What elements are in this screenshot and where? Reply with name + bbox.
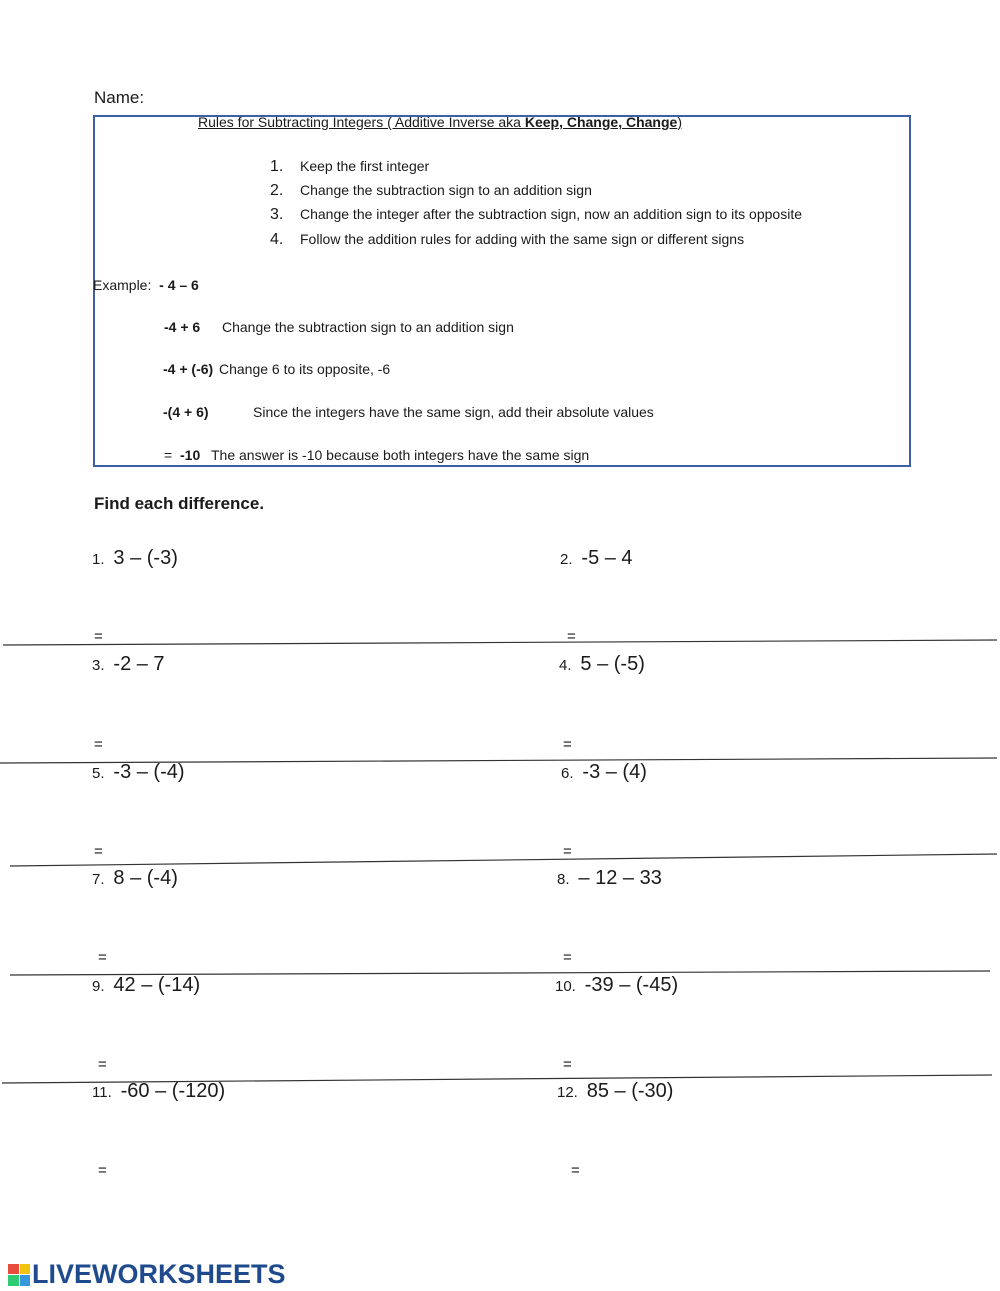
problem-expression: 3 – (-3): [113, 547, 178, 569]
example-step-expression: -(4 + 6): [163, 404, 209, 420]
example-step-description: Change 6 to its opposite, -6: [219, 361, 391, 377]
problem-number: 1.: [92, 551, 105, 568]
logo-block: [20, 1264, 31, 1275]
rules-title-prefix: Rules for Subtracting Integers ( Additive Inverse aka: [198, 114, 525, 130]
answer-equals[interactable]: =: [94, 628, 103, 645]
example-step-description: The answer is -10 because both integers have the same sign: [211, 447, 590, 463]
problem-item: [92, 1080, 225, 1103]
logo-blocks-icon: [8, 1264, 30, 1286]
problem-item: [92, 974, 200, 997]
answer-equals[interactable]: =: [563, 843, 572, 860]
problem-item: [561, 761, 647, 784]
problem-expression: -5 – 4: [581, 547, 633, 569]
problem-number: 8.: [557, 871, 570, 888]
problem-number: 6.: [561, 765, 574, 782]
problem-number: 7.: [92, 871, 105, 888]
rule-step-number: 2.: [270, 182, 284, 199]
answer-equals[interactable]: =: [98, 1162, 107, 1179]
rule-step-text: Follow the addition rules for adding with the same sign or different signs: [300, 231, 745, 247]
liveworksheets-logo[interactable]: [8, 1259, 286, 1290]
logo-block: [8, 1275, 19, 1286]
rule-step-number: 1.: [270, 158, 284, 175]
problem-expression: -60 – (-120): [120, 1080, 226, 1102]
problem-item: [92, 547, 178, 570]
answer-equals[interactable]: =: [571, 1162, 580, 1179]
problem-number: 12.: [557, 1084, 578, 1101]
instructions-heading: Find each difference.: [94, 494, 265, 513]
problem-item: [557, 1080, 673, 1103]
problem-number: 2.: [560, 551, 573, 568]
answer-equals[interactable]: =: [94, 843, 103, 860]
rule-step-text: Change the integer after the subtraction sign, now an addition sign to its opposite: [300, 206, 802, 222]
answer-equals[interactable]: =: [563, 949, 572, 966]
problem-expression: 85 – (-30): [586, 1080, 674, 1102]
rules-title-suffix: ): [677, 114, 682, 130]
problem-number: 10.: [555, 978, 576, 995]
answer-equals[interactable]: =: [98, 1056, 107, 1073]
example-step-description: Change the subtraction sign to an addition sign: [222, 319, 514, 335]
problem-item: [557, 867, 662, 890]
problem-expression: -39 – (-45): [584, 974, 679, 996]
problem-item: [555, 974, 678, 997]
problem-expression: 8 – (-4): [113, 867, 178, 889]
problem-number: 3.: [92, 657, 105, 674]
rule-step-number: 4.: [270, 231, 284, 248]
problem-expression: – 12 – 33: [578, 867, 662, 889]
example-label-text: Example:: [93, 277, 152, 293]
divider-line: [3, 640, 997, 645]
name-label: Name:: [94, 88, 145, 107]
example-step-expression: -4 + (-6): [163, 361, 214, 377]
example-step-description: Since the integers have the same sign, add their absolute values: [253, 404, 654, 420]
rule-step-text: Change the subtraction sign to an addition sign: [300, 182, 592, 198]
rule-step-number: 3.: [270, 206, 284, 223]
problem-item: [560, 547, 633, 570]
example-step-expression: -4 + 6: [164, 319, 201, 335]
logo-text: LIVEWORKSHEETS: [32, 1259, 286, 1289]
problem-item: [92, 653, 165, 676]
problem-expression: -3 – (4): [582, 761, 647, 783]
problem-expression: 5 – (-5): [580, 653, 645, 675]
divider-line: [10, 854, 997, 866]
answer-equals[interactable]: =: [98, 949, 107, 966]
rule-step-text: Keep the first integer: [300, 158, 430, 174]
problem-item: [559, 653, 645, 676]
problem-expression: -3 – (-4): [113, 761, 185, 783]
answer-equals[interactable]: =: [94, 736, 103, 753]
problem-number: 5.: [92, 765, 105, 782]
problem-item: [92, 761, 185, 784]
problem-expression: -2 – 7: [113, 653, 165, 675]
answer-equals[interactable]: =: [567, 628, 576, 645]
logo-block: [20, 1275, 31, 1286]
logo-block: [8, 1264, 19, 1275]
answer-equals[interactable]: =: [563, 1056, 572, 1073]
example-expression: - 4 – 6: [159, 277, 199, 293]
problem-number: 4.: [559, 657, 572, 674]
problem-number: 11.: [92, 1084, 112, 1101]
problem-item: [92, 867, 178, 890]
rules-title-bold: Keep, Change, Change: [524, 114, 678, 130]
problem-expression: 42 – (-14): [113, 974, 201, 996]
example-step-prefix: =: [164, 447, 173, 463]
problem-number: 9.: [92, 978, 105, 995]
answer-equals[interactable]: =: [563, 736, 572, 753]
example-step-expression: -10: [180, 447, 201, 463]
